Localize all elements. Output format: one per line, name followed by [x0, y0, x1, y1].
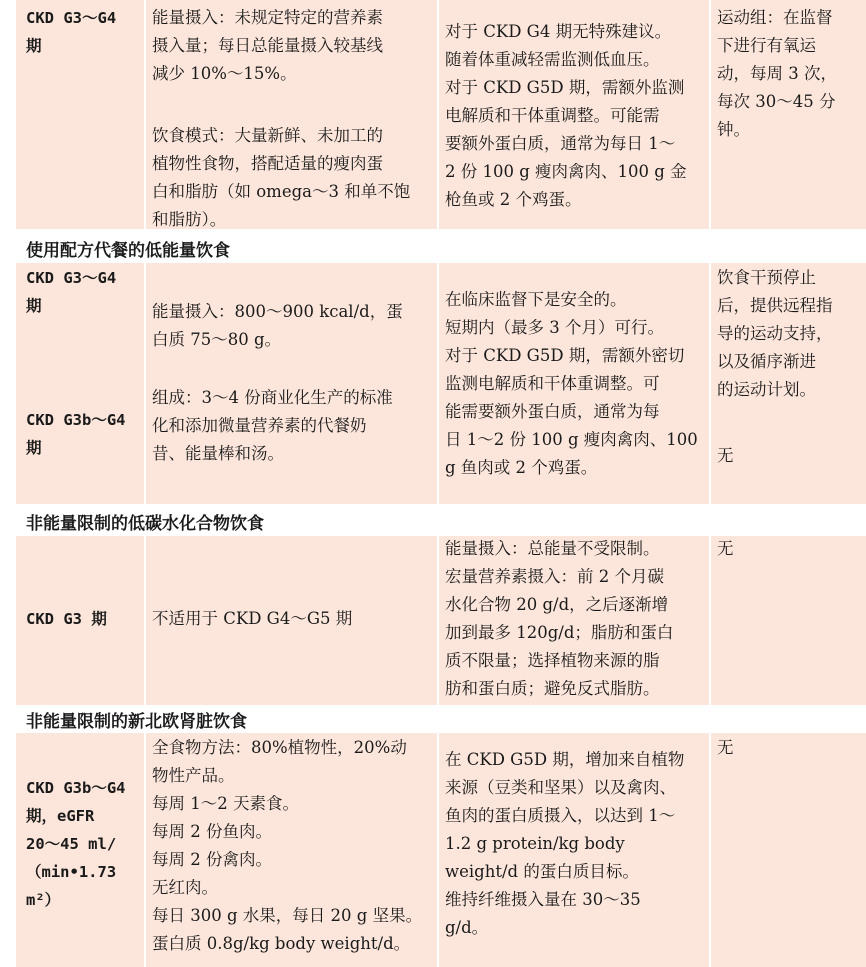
exercise-line: 后，提供远程指	[717, 296, 833, 315]
diet-block	[152, 122, 432, 234]
diet-line: 植物性食物，搭配适量的瘦肉蛋	[152, 154, 383, 173]
notes-line: g 鱼肉或 2 个鸡蛋。	[445, 458, 598, 477]
diet-line: 全食物方法：80%植物性，20%动	[152, 738, 407, 757]
diet-line: 每日 300 g 水果，每日 20 g 坚果。	[152, 906, 423, 925]
column-divider	[437, 0, 439, 967]
diet-block	[152, 298, 432, 354]
notes-line: 短期内（最多 3 个月）可行。	[445, 318, 664, 337]
diet-block	[152, 4, 432, 88]
notes-cell	[445, 746, 707, 942]
diet-line: 每周 2 份鱼肉。	[152, 822, 272, 841]
notes-line: 宏量营养素摄入：前 2 个月碳	[445, 567, 664, 586]
notes-line: 来源（豆类和坚果）以及禽肉、	[445, 778, 676, 797]
diet-line: 化和添加微量营养素的代餐奶	[152, 416, 367, 435]
diet-cell	[152, 4, 432, 234]
notes-line: 能需要额外蛋白质，通常为每	[445, 402, 660, 421]
notes-cell	[445, 18, 707, 214]
notes-line: 2 份 100 g 瘦肉禽肉、100 g 金	[445, 162, 687, 181]
stage-line: 期	[26, 439, 42, 457]
notes-line: 肪和蛋白质；避免反式脂肪。	[445, 679, 660, 698]
diet-line: 饮食模式：大量新鲜、未加工的	[152, 126, 383, 145]
stage-line: 20～45 ml/	[26, 835, 117, 853]
notes-line: 监测电解质和干体重调整。可	[445, 374, 660, 393]
exercise-line: 饮食干预停止	[717, 268, 816, 287]
stage-line: m²）	[26, 891, 61, 909]
notes-line: 对于 CKD G5D 期，需额外监测	[445, 78, 685, 97]
exercise-none: 无	[717, 446, 734, 465]
notes-line: 枪鱼或 2 个鸡蛋。	[445, 190, 582, 209]
notes-line: 质不限量；选择植物来源的脂	[445, 651, 660, 670]
stage-cell: CKD G3 期	[26, 610, 107, 628]
stage-line: CKD G3～G4	[26, 269, 117, 287]
diet-line: 组成：3～4 份商业化生产的标准	[152, 388, 393, 407]
notes-line: weight/d 的蛋白质目标。	[445, 862, 639, 881]
notes-line: 随着体重减轻需监测低血压。	[445, 50, 660, 69]
diet-line: 白质 75～80 g。	[152, 330, 282, 349]
diet-line: 每周 1～2 天素食。	[152, 794, 299, 813]
exercise-line: 导的运动支持，	[717, 324, 833, 343]
notes-line: g/d。	[445, 918, 489, 937]
notes-line: 能量摄入：总能量不受限制。	[445, 539, 660, 558]
stage-line: 期	[26, 37, 42, 55]
notes-line: 电解质和干体重调整。可能需	[445, 106, 660, 125]
notes-line: 日 1～2 份 100 g 瘦肉禽肉、100	[445, 430, 698, 449]
notes-line: 在 CKD G5D 期，增加来自植物	[445, 750, 685, 769]
notes-line: 加到最多 120g/d；脂肪和蛋白	[445, 623, 674, 642]
section-heading: 非能量限制的新北欧肾脏饮食	[26, 712, 247, 732]
section-heading: 非能量限制的低碳水化合物饮食	[26, 514, 264, 534]
notes-line: 鱼肉的蛋白质摄入，以达到 1～	[445, 806, 676, 825]
exercise-line: 动，每周 3 次，	[717, 64, 837, 83]
diet-line: 和脂肪）。	[152, 210, 227, 229]
diet-line: 减少 10%～15%。	[152, 64, 297, 83]
stage-line: 期	[26, 297, 42, 315]
notes-line: 要额外蛋白质，通常为每日 1～	[445, 134, 676, 153]
diet-line: 白和脂肪（如 omega～3 和单不饱	[152, 182, 411, 201]
diet-line: 无红肉。	[152, 878, 218, 897]
stage-cell	[26, 406, 126, 462]
section-heading: 使用配方代餐的低能量饮食	[26, 241, 230, 261]
diet-line: 蛋白质 0.8g/kg body weight/d。	[152, 934, 411, 953]
diet-cell	[152, 298, 432, 468]
exercise-line: 的运动计划。	[717, 380, 816, 399]
stage-cell	[26, 264, 116, 320]
stage-line: CKD G3～G4	[26, 9, 117, 27]
exercise-line: 钟。	[717, 120, 750, 139]
diet-line: 物性产品。	[152, 766, 235, 785]
diet-line: 能量摄入：未规定特定的营养素	[152, 8, 383, 27]
column-divider	[144, 0, 146, 967]
stage-cell	[26, 774, 126, 914]
exercise-line: 运动组：在监督	[717, 8, 833, 27]
exercise-line: 下进行有氧运	[717, 36, 816, 55]
diet-block	[152, 384, 432, 468]
exercise-line: 以及循序渐进	[717, 352, 816, 371]
notes-line: 水化合物 20 g/d，之后逐渐增	[445, 595, 669, 614]
diet-cell: 不适用于 CKD G4～G5 期	[152, 609, 353, 628]
notes-line: 在临床监督下是安全的。	[445, 290, 627, 309]
exercise-cell	[717, 264, 862, 404]
diet-line: 摄入量；每日总能量摄入较基线	[152, 36, 383, 55]
column-divider	[709, 0, 711, 967]
stage-line: （min•1.73	[26, 863, 117, 881]
notes-line: 对于 CKD G5D 期，需额外密切	[445, 346, 685, 365]
diet-line: 每周 2 份禽肉。	[152, 850, 272, 869]
diet-line: 能量摄入：800～900 kcal/d，蛋	[152, 302, 403, 321]
stage-line: 期，eGFR	[26, 807, 95, 825]
exercise-line: 每次 30～45 分	[717, 92, 836, 111]
notes-line: 对于 CKD G4 期无特殊建议。	[445, 22, 672, 41]
notes-line: 维持纤维摄入量在 30～35	[445, 890, 641, 909]
stage-cell	[26, 4, 116, 60]
exercise-none: 无	[717, 539, 734, 558]
exercise-cell	[717, 4, 862, 144]
diet-cell	[152, 734, 437, 958]
notes-line: 1.2 g protein/kg body	[445, 834, 625, 853]
stage-line: CKD G3b～G4	[26, 411, 126, 429]
diet-line: 昔、能量棒和汤。	[152, 444, 284, 463]
stage-line: CKD G3b～G4	[26, 779, 126, 797]
exercise-none: 无	[717, 738, 734, 757]
notes-cell	[445, 535, 707, 703]
notes-cell	[445, 286, 707, 482]
